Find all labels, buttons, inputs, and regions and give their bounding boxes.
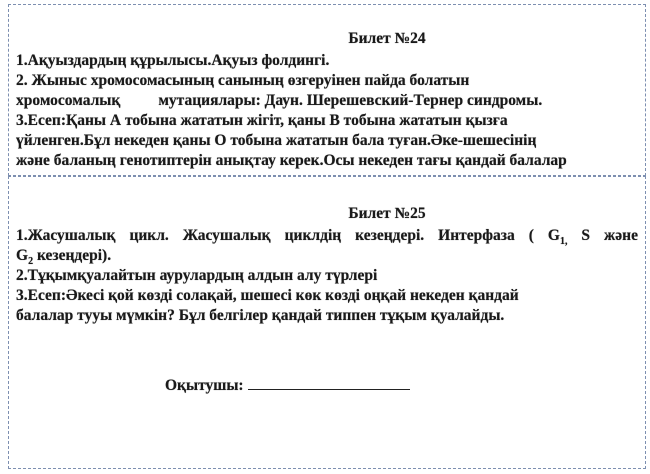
- ticket-24-question-3-line-3: және баланың генотиптерін анықтау керек.Осы некеден тағы қандай балалар: [16, 152, 567, 169]
- ticket-24-box: [8, 4, 646, 176]
- ticket-25-question-1-tail: S және: [567, 227, 638, 244]
- ticket-25-question-2: 2.Тұқымқуалайтын аурулардың алдын алу түрлері: [16, 267, 378, 284]
- ticket-25-question-1-text: 1.Жасушалық цикл. Жасушалық циклдің кезеңдері. Интерфаза ( G: [16, 227, 560, 244]
- ticket-25-question-1-line-2: [16, 246, 638, 266]
- ticket-24-title: Билет №24: [348, 30, 426, 47]
- ticket-24-question-2-line-1: 2. Жыныс хромосомасының санының өзгеруінен пайда болатын: [16, 72, 470, 89]
- g1-subscript: 1,: [559, 236, 568, 248]
- ticket-25-box: [8, 176, 646, 469]
- ticket-25-content: [16, 204, 638, 326]
- ticket-24-question-1: 1.Ақуыздардың құрылысы.Ақуыз фолдингі.: [16, 52, 330, 69]
- ticket-25-question-3-line-2: балалар тууы мүмкін? Бұл белгілер қандай типпен тұқым қуалайды.: [16, 307, 505, 324]
- ticket-24-content: [16, 29, 638, 171]
- ticket-25-title: Билет №25: [348, 205, 426, 222]
- g2-letter: G: [16, 247, 29, 264]
- ticket-24-question-2-rest: мутациялары: Даун. Шерешевский-Тернер синдромы.: [158, 92, 543, 109]
- ticket-25-question-1-line-1: [16, 226, 638, 246]
- ticket-24-question-2-line-2: [16, 91, 638, 111]
- ticket-24-question-3-line-2: үйленген.Бұл некеден қаны О тобына жататын бала туған.Әке-шешесінің: [16, 132, 537, 149]
- ticket-24-question-3-line-1: 3.Есеп:Қаны А тобына жататын жігіт, қаны В тобына жататын қызға: [16, 112, 508, 129]
- teacher-signature: [165, 375, 410, 395]
- ticket-25-question-1-end: кезеңдері).: [33, 247, 112, 264]
- g2-subscript: 2: [28, 256, 34, 268]
- ticket-25-question-3-line-1: 3.Есеп:Әкесі қой көзді солақай, шешесі көк көзді оңқай некеден қандай: [16, 287, 519, 304]
- signature-line: [248, 375, 410, 390]
- ticket-24-question-2-word: хромосомалық: [16, 92, 121, 109]
- teacher-label: Оқытушы:: [165, 377, 244, 394]
